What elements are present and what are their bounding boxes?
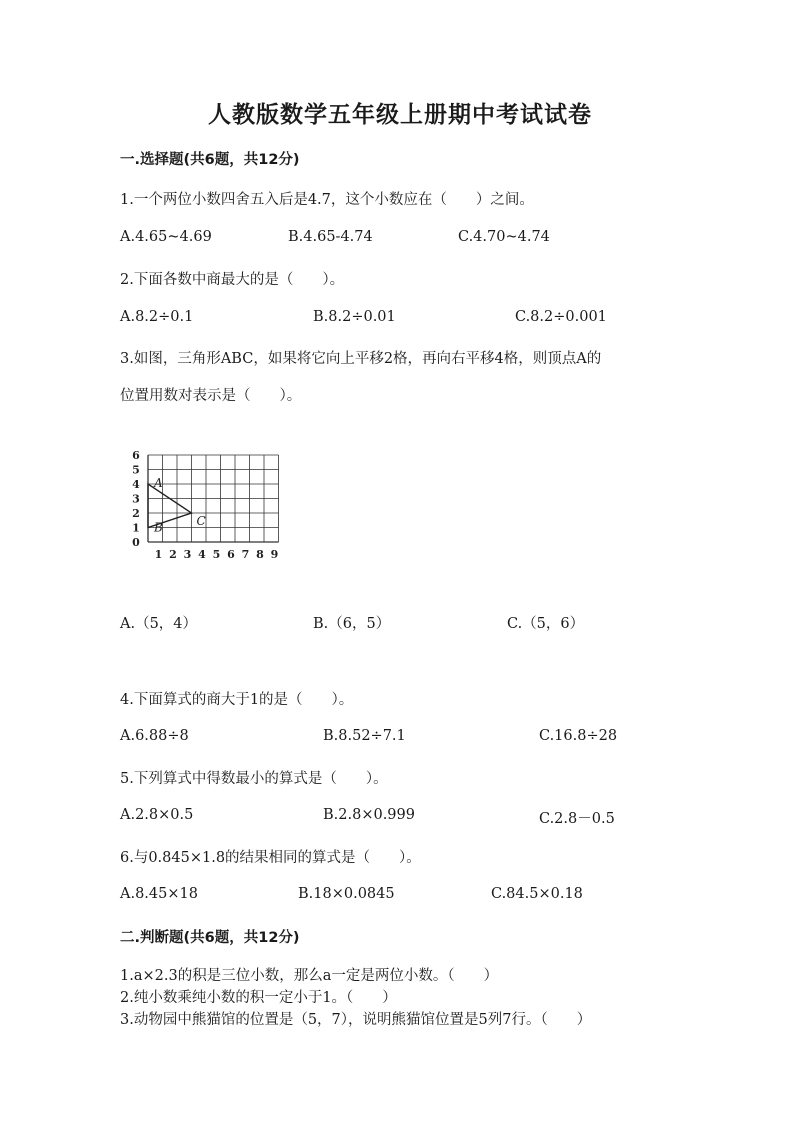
x-tick-label: 5 <box>212 548 221 561</box>
vertex-label-a: A <box>154 476 163 490</box>
y-tick-label: 1 <box>132 521 140 535</box>
q5-option-c: C.2.8－0.5 <box>539 811 615 827</box>
vertex-label-b: B <box>154 520 163 535</box>
coordinate-grid-figure <box>128 440 308 570</box>
q6-option-a: A.8.45×18 <box>120 886 198 902</box>
x-tick-label: 7 <box>241 548 250 561</box>
q3-option-b: B.（6，5） <box>313 616 391 632</box>
question-2: 2.下面各数中商最大的是（ ）。 <box>120 272 345 288</box>
x-tick-label: 1 <box>154 548 163 561</box>
section-heading-choice: 一.选择题(共6题，共12分) <box>120 152 300 168</box>
coordinate-grid <box>128 440 308 570</box>
q3-option-c: C.（5，6） <box>507 616 585 632</box>
question-3-line-1: 3.如图，三角形ABC，如果将它向上平移2格，再向右平移4格，则顶点A的 <box>120 351 602 367</box>
q3-option-a: A.（5，4） <box>120 616 198 632</box>
y-tick-label: 6 <box>132 449 140 462</box>
x-tick-label: 8 <box>256 548 264 561</box>
y-tick-label: 0 <box>132 536 140 549</box>
x-tick-label: 6 <box>227 548 235 561</box>
section-heading-judge: 二.判断题(共6题，共12分) <box>120 930 300 946</box>
question-5: 5.下列算式中得数最小的算式是（ ）。 <box>120 771 388 787</box>
y-tick-label: 5 <box>132 463 140 477</box>
question-1: 1.一个两位小数四舍五入后是4.7，这个小数应在（ ）之间。 <box>120 192 534 208</box>
q2-option-c: C.8.2÷0.001 <box>515 309 607 325</box>
y-tick-label: 3 <box>132 492 140 506</box>
q2-option-a: A.8.2÷0.1 <box>120 309 194 325</box>
y-tick-label: 2 <box>132 507 140 520</box>
judge-question-1: 1.a×2.3的积是三位小数，那么a一定是两位小数。（ ） <box>120 968 499 984</box>
judge-question-2: 2.纯小数乘纯小数的积一定小于1。（ ） <box>120 990 397 1006</box>
y-tick-label: 4 <box>132 478 140 491</box>
page-title: 人教版数学五年级上册期中考试试卷 <box>208 101 592 128</box>
q4-option-b: B.8.52÷7.1 <box>323 728 406 744</box>
x-tick-label: 2 <box>169 548 177 561</box>
q2-option-b: B.8.2÷0.01 <box>313 309 396 325</box>
x-tick-label: 4 <box>198 548 206 561</box>
q1-option-c: C.4.70~4.74 <box>458 229 550 245</box>
question-3-line-2: 位置用数对表示是（ ）。 <box>120 388 302 404</box>
question-4: 4.下面算式的商大于1的是（ ）。 <box>120 692 354 708</box>
question-6: 6.与0.845×1.8的结果相同的算式是（ ）。 <box>120 850 421 866</box>
x-tick-label: 9 <box>270 548 279 561</box>
q6-option-c: C.84.5×0.18 <box>491 886 583 902</box>
x-tick-label: 3 <box>183 548 192 561</box>
q1-option-a: A.4.65~4.69 <box>120 229 212 245</box>
q5-option-a: A.2.8×0.5 <box>120 807 194 823</box>
vertex-label-c: C <box>196 514 206 528</box>
q6-option-b: B.18×0.0845 <box>298 886 395 902</box>
q4-option-a: A.6.88÷8 <box>120 728 189 744</box>
q5-option-b: B.2.8×0.999 <box>323 807 415 823</box>
judge-question-3: 3.动物园中熊猫馆的位置是（5，7），说明熊猫馆位置是5列7行。（ ） <box>120 1012 592 1028</box>
q1-option-b: B.4.65-4.74 <box>288 229 373 245</box>
q4-option-c: C.16.8÷28 <box>539 728 618 744</box>
